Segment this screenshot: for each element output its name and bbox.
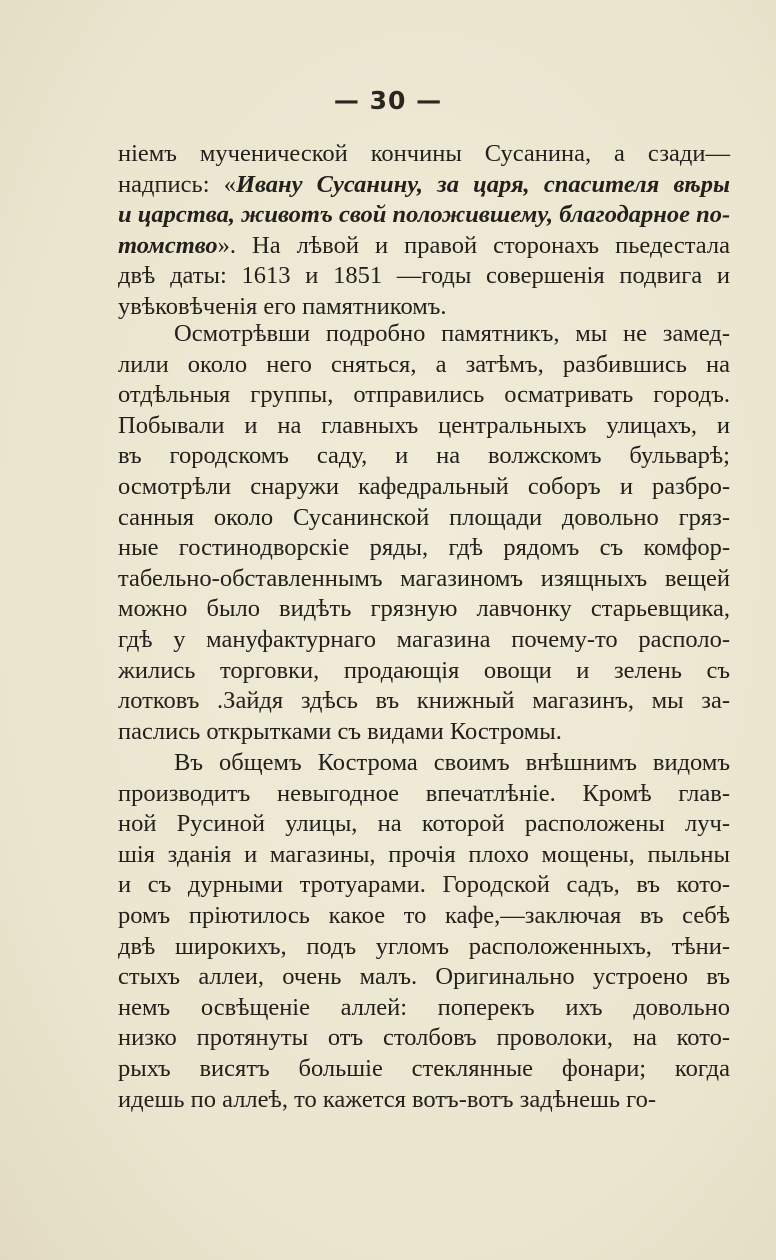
text-line <box>118 901 730 932</box>
text-line <box>118 139 730 170</box>
paragraph-3 <box>118 748 730 1115</box>
text-line <box>118 411 730 442</box>
text-line <box>118 200 730 231</box>
page-number: — 30 — <box>333 86 443 115</box>
italic-text-run: и царства, животъ свой положившему, благодарное по- <box>118 201 731 229</box>
text-run: ные гостинодворскіе ряды, гдѣ рядомъ съ комфор- <box>118 534 730 562</box>
text-line <box>118 564 730 595</box>
text-run: Въ общемъ Кострома своимъ внѣшнимъ видомъ <box>174 749 730 776</box>
text-run: осмотрѣли снаружи кафедральный соборъ и разбро- <box>118 472 730 500</box>
text-line <box>118 472 730 503</box>
text-line <box>118 441 730 472</box>
text-line <box>118 380 730 411</box>
text-run: производитъ невыгодное впечатлѣніе. Кромѣ глав- <box>118 779 730 807</box>
text-line <box>118 779 730 810</box>
text-line <box>118 1023 730 1054</box>
text-run: Побывали и на главныхъ центральныхъ улицахъ, и <box>118 411 730 439</box>
text-run: низко протянуты отъ столбовъ проволоки, на кото- <box>118 1024 730 1052</box>
text-line <box>118 1085 730 1116</box>
text-line <box>118 231 730 262</box>
text-run: можно было видѣть грязную лавчонку старьевщика, <box>118 595 730 623</box>
text-run: въ городскомъ саду, и на волжскомъ бульварѣ; <box>118 442 730 470</box>
text-line <box>118 809 730 840</box>
italic-text-run: томство <box>118 231 218 259</box>
text-run: табельно-обставленнымъ магазиномъ изящныхъ вещей <box>118 564 730 592</box>
text-line <box>118 840 730 871</box>
text-run: стыхъ аллеи, очень малъ. Оригинально устроено въ <box>118 963 730 991</box>
text-line <box>118 292 730 323</box>
text-line <box>118 870 730 901</box>
text-line <box>118 594 730 625</box>
text-run: увѣковѣченія его памятникомъ. <box>118 292 447 320</box>
text-run: гдѣ у мануфактурнаго магазина почему-то располо- <box>118 625 730 653</box>
text-run: рыхъ висятъ большіе стеклянные фонари; когда <box>118 1054 730 1082</box>
text-run: и съ дурными тротуарами. Городской садъ, въ кото- <box>118 871 730 899</box>
text-line <box>118 962 730 993</box>
text-line <box>118 503 730 534</box>
text-line <box>118 717 730 748</box>
text-line <box>118 686 730 717</box>
text-run: Осмотрѣвши подробно памятникъ, мы не замед- <box>174 320 730 347</box>
text-run: надпись: « <box>118 170 236 198</box>
text-run: лотковъ .Зайдя здѣсь въ книжный магазинъ, мы за- <box>118 687 730 715</box>
text-run: отдѣльныя группы, отправились осматривать городъ. <box>118 381 730 409</box>
text-run: санныя около Сусанинской площади довольно гряз- <box>118 503 730 531</box>
paragraph-2 <box>118 319 730 747</box>
text-run: немъ освѣщеніе аллей: поперекъ ихъ довольно <box>118 993 730 1021</box>
text-line <box>118 261 730 292</box>
text-run: идешь по аллеѣ, то кажется вотъ-вотъ задѣнешь го- <box>118 1085 656 1113</box>
text-run: жились торговки, продающія овощи и зелень съ <box>118 656 730 684</box>
text-line <box>118 170 730 201</box>
text-run: ной Русиной улицы, на которой расположены луч- <box>118 810 730 838</box>
text-run: ніемъ мученической кончины Сусанина, а сзади— <box>118 140 730 167</box>
text-run: паслись открытками съ видами Костромы. <box>118 717 562 745</box>
text-line <box>118 350 730 381</box>
text-line <box>118 932 730 963</box>
text-run: двѣ даты: 1613 и 1851 —годы совершенія подвига и <box>118 262 730 290</box>
text-run: ромъ пріютилось какое то кафе,—заключая въ себѣ <box>118 901 730 929</box>
text-run: двѣ широкихъ, подъ угломъ расположенныхъ, тѣни- <box>118 932 730 960</box>
text-line <box>118 625 730 656</box>
italic-text-run: Ивану Сусанину, за царя, спасителя вѣры <box>235 170 730 198</box>
paragraph-1 <box>118 139 730 323</box>
text-run: ». На лѣвой и правой сторонахъ пьедестала <box>217 231 730 259</box>
text-run: шія зданія и магазины, прочія плохо мощены, пыльны <box>118 840 730 868</box>
text-line <box>118 319 730 350</box>
text-line <box>118 1054 730 1085</box>
text-line <box>118 993 730 1024</box>
text-line <box>118 656 730 687</box>
text-line <box>118 533 730 564</box>
text-run: лили около него сняться, а затѣмъ, разбившись на <box>118 350 730 378</box>
text-line <box>118 748 730 779</box>
